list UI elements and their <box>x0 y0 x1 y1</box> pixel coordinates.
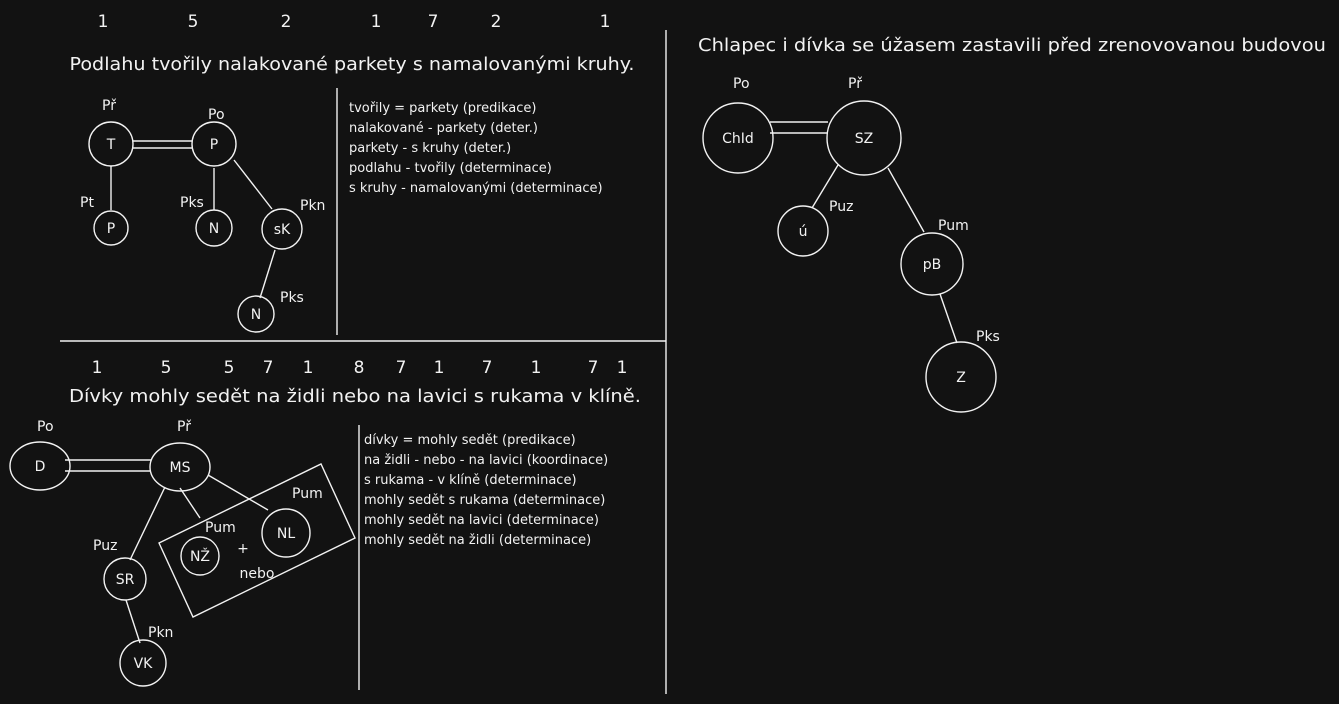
section-c <box>698 35 1326 412</box>
edge-sk-n <box>260 250 275 298</box>
note-line: na židli - nebo - na lavici (koordinace) <box>364 453 609 468</box>
role-label: Pks <box>280 290 304 306</box>
note-line: podlahu - tvořily (determinace) <box>349 161 552 176</box>
node-label: NL <box>276 526 296 542</box>
node-label: ú <box>798 224 808 240</box>
role-label: Pkn <box>148 625 174 641</box>
role-label: Př <box>848 76 862 92</box>
role-label: Pum <box>292 486 323 502</box>
node-label: D <box>34 459 46 475</box>
role-label: Puz <box>93 538 118 554</box>
node-label: Z <box>956 370 966 386</box>
sentence-a: Podlahu tvořily nalakované parkety s namalovanými kruhy. <box>69 54 635 75</box>
role-label: Po <box>733 76 750 92</box>
note-line: mohly sedět na židli (determinace) <box>364 533 592 548</box>
edge-p-sk <box>234 160 272 209</box>
node-label: N <box>250 307 262 323</box>
role-label: Po <box>37 419 54 435</box>
word-number: 7 <box>587 358 599 378</box>
note-line: s rukama - v klíně (determinace) <box>364 473 577 488</box>
node-label: SR <box>115 572 135 588</box>
role-label: Př <box>177 419 191 435</box>
word-number: 5 <box>187 12 199 32</box>
note-line: tvořily = parkety (predikace) <box>349 101 537 116</box>
word-number: 1 <box>433 358 445 378</box>
word-number: 7 <box>395 358 407 378</box>
word-number: 1 <box>616 358 628 378</box>
edge-ms-nz <box>180 488 200 518</box>
edge-pb-z <box>940 294 957 343</box>
word-number: 1 <box>91 358 103 378</box>
node-label: P <box>106 221 116 237</box>
coordination-conjunction: nebo <box>239 566 275 582</box>
node-label: sK <box>273 222 291 238</box>
word-number: 1 <box>530 358 542 378</box>
word-number: 5 <box>223 358 235 378</box>
word-number: 1 <box>97 12 109 32</box>
word-number: 7 <box>262 358 274 378</box>
node-label: MS <box>169 460 191 476</box>
note-line: parkety - s kruhy (deter.) <box>349 141 512 156</box>
coordination-plus: + <box>237 541 249 557</box>
word-number: 8 <box>353 358 365 378</box>
word-number: 2 <box>280 12 292 32</box>
word-number: 7 <box>481 358 493 378</box>
role-label: Př <box>102 98 116 114</box>
node-label: ChId <box>722 131 754 147</box>
edge-ms-sr <box>130 487 165 560</box>
role-label: Pks <box>976 329 1000 345</box>
word-number: 2 <box>490 12 502 32</box>
word-number: 1 <box>599 12 611 32</box>
word-number: 7 <box>427 12 439 32</box>
role-label: Pum <box>938 218 969 234</box>
section-b <box>10 358 641 686</box>
node-label: N <box>208 221 220 237</box>
role-label: Po <box>208 107 225 123</box>
sentence-c: Chlapec i dívka se úžasem zastavili před zrenovovanou budovou <box>698 35 1326 56</box>
sentence-b: Dívky mohly sedět na židli nebo na lavici s rukama v klíně. <box>69 386 642 407</box>
edge-sz-pb <box>888 168 924 232</box>
node-label: NŽ <box>189 549 211 565</box>
node-label: T <box>106 137 116 153</box>
node-label: P <box>209 137 219 153</box>
note-line: mohly sedět s rukama (determinace) <box>364 493 606 508</box>
role-label: Pum <box>205 520 236 536</box>
role-label: Pkn <box>300 198 326 214</box>
note-line: nalakované - parkety (deter.) <box>349 121 538 136</box>
note-line: mohly sedět na lavici (determinace) <box>364 513 599 528</box>
node-label: VK <box>133 656 153 672</box>
node-label: pB <box>922 257 942 273</box>
word-number: 1 <box>302 358 314 378</box>
role-label: Puz <box>829 199 854 215</box>
role-label: Pt <box>80 195 94 211</box>
note-line: s kruhy - namalovanými (determinace) <box>349 181 603 196</box>
section-a <box>70 12 635 332</box>
node-label: SZ <box>854 131 874 147</box>
role-label: Pks <box>180 195 204 211</box>
word-number: 1 <box>370 12 382 32</box>
edge-sr-vk <box>126 600 140 643</box>
note-line: dívky = mohly sedět (predikace) <box>364 433 576 448</box>
word-number: 5 <box>160 358 172 378</box>
